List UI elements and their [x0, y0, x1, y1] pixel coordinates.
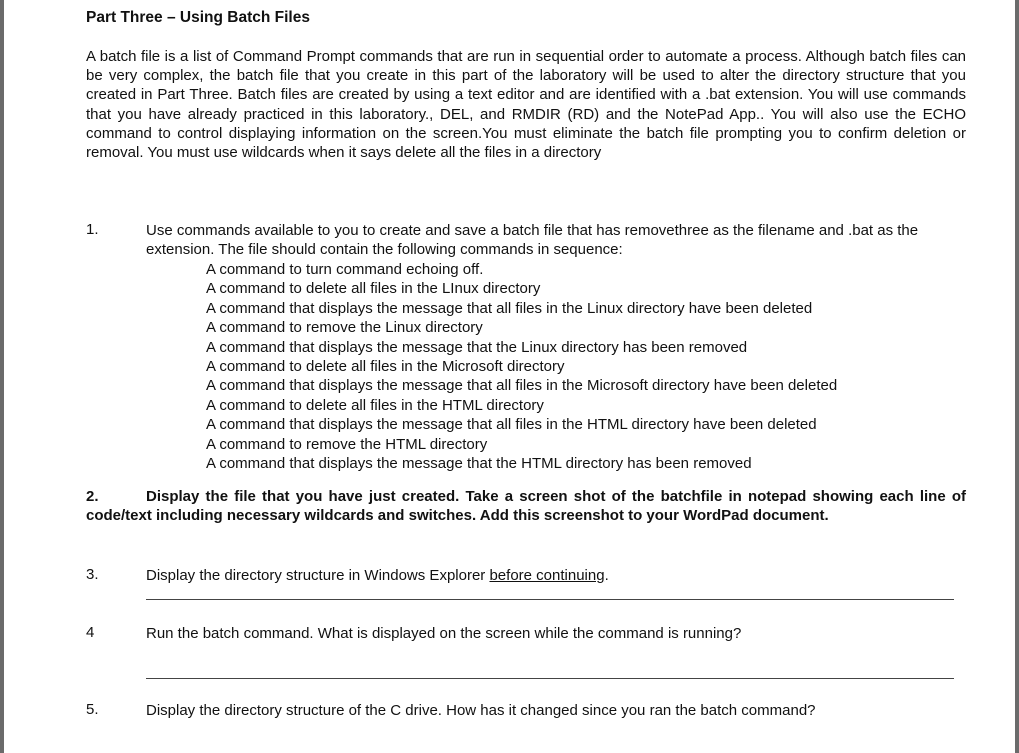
step-4-number: 4	[86, 624, 95, 641]
step-2-number: 2.	[86, 488, 99, 505]
step-5-number: 5.	[86, 701, 99, 718]
list-item: A command to remove the HTML directory	[206, 435, 488, 453]
step-2-text: Display the file that you have just created. Take a screen shot of the batchfile in notepad showing each line of code/text including necessary wildcards and switches. Add this screenshot to your WordPad document.	[86, 488, 966, 525]
page-edge-left	[0, 0, 4, 753]
list-item: A command to delete all files in the HTML directory	[206, 396, 544, 414]
step-1-command-list	[206, 260, 837, 473]
list-item: A command to delete all files in the LInux directory	[206, 280, 541, 298]
step-3-text	[146, 566, 966, 585]
section-title: Part Three – Using Batch Files	[86, 9, 310, 26]
step-2	[86, 487, 966, 525]
list-item: A command to remove the Linux directory	[206, 319, 483, 337]
step-1-number: 1.	[86, 221, 99, 238]
answer-line-3[interactable]	[146, 599, 954, 600]
answer-line-4[interactable]	[146, 678, 954, 679]
list-item: A command that displays the message that the Linux directory has been removed	[206, 338, 748, 356]
list-item: A command to turn command echoing off.	[206, 261, 484, 278]
step-3-label: Display the directory structure in Windows Explorer	[146, 567, 490, 584]
step-5-text: Display the directory structure of the C drive. How has it changed since you ran the batch command?	[146, 702, 816, 719]
intro-paragraph: A batch file is a list of Command Prompt commands that are run in sequential order to automate a process. Although batch files can be very complex, the batch file that you create in this part of the laboratory will be used to alter the directory structure that you created in Part Three. Batch files are created by using a text editor and are identified with a .bat extension. You will use commands that you have already practiced in this laboratory., DEL, and RMDIR (RD) and the NotePad App.. You will also use the ECHO command to control displaying information on the screen.You must eliminate the batch file prompting you to confirm deletion or removal. You must use wildcards when it says delete all the files in a directory	[86, 48, 966, 162]
step-4-text: Run the batch command. What is displayed on the screen while the command is running?	[146, 625, 742, 642]
list-item: A command that displays the message that all files in the HTML directory have been deleted	[206, 416, 817, 434]
step-3-underlined: before continuing	[489, 567, 605, 584]
list-item: A command that displays the message that all files in the Microsoft directory have been deleted	[206, 377, 838, 395]
list-item: A command that displays the message that the HTML directory has been removed	[206, 455, 752, 473]
step-3-number: 3.	[86, 566, 99, 583]
step-3-end: .	[604, 567, 609, 584]
step-1-text: Use commands available to you to create and save a batch file that has removethree as the filename and .bat as the extension. The file should contain the following commands in sequence:	[146, 222, 919, 259]
list-item: A command that displays the message that all files in the Linux directory have been deleted	[206, 299, 813, 317]
page-edge-right	[1015, 0, 1019, 753]
list-item: A command to delete all files in the Microsoft directory	[206, 358, 565, 376]
